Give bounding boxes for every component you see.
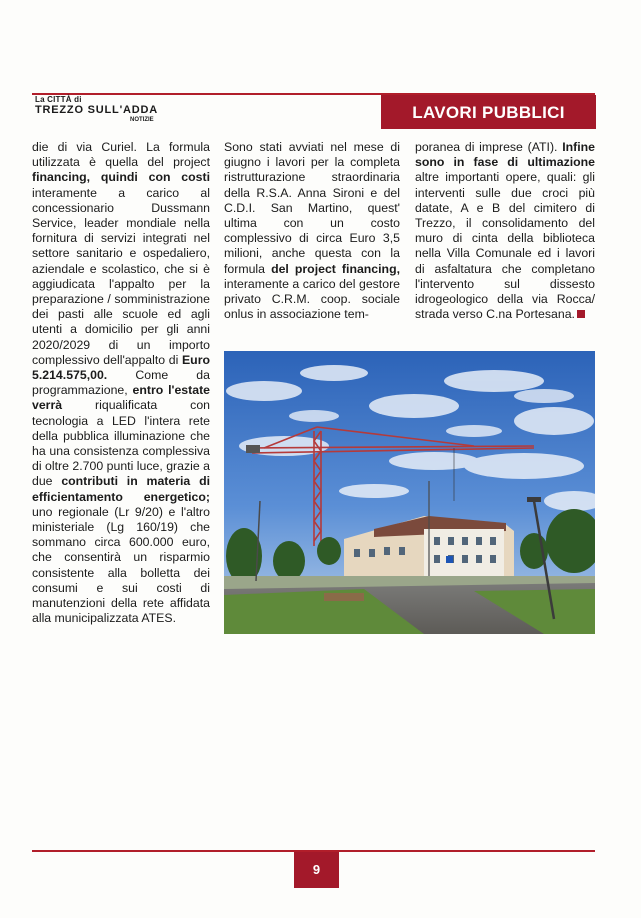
col1-segment: Come da programmazione, (32, 368, 210, 398)
column-2-text (224, 140, 400, 322)
col1-segment: Euro 5.214.575,00. (32, 352, 210, 383)
col1-segment: riqualificata con tecnologia a LED l'intera rete della pubblica illuminazione che ha una consistenza complessiva di oltre 2.700 punti luce, grazie a due (32, 398, 210, 489)
col3-segment: poranea di imprese (ATI). (415, 140, 563, 154)
col3-segment: Infine sono in fase di ultimazione (415, 140, 595, 170)
construction-crane-photo (224, 351, 595, 634)
col1-segment: entro l'estate verrà (32, 383, 210, 413)
article-column-1 (32, 140, 210, 627)
col3-segment: altre importanti opere, quali: gli interventi sulle due croci più datate, A e B del cimitero di Trezzo, il consolidamento del muro di cinta della biblioteca nella Villa Comunale ed i lavori di asfaltatura che completano l'intervento sul dissesto idrogeologico della via Rocca/ strada verso C.na Portesana. (415, 170, 595, 322)
column-1-text (32, 140, 210, 627)
col1-segment: financing, quindi con costi (32, 170, 210, 185)
article-column-3 (415, 140, 595, 322)
page-number: 9 (294, 852, 339, 888)
col1-segment: uno regionale (Lr 9/20) e l'altro ministeriale (Lg 160/19) che sommano circa 600.000 euro, che consentirà un risparmio consistente alla bolletta dei consumi e sui costi di manutenzioni della rete affidata alla municipalizzata ATES. (32, 504, 210, 626)
section-title: LAVORI PUBBLICI (381, 95, 596, 129)
masthead-line3: NOTIZIE (130, 117, 154, 123)
col1-segment: die di via Curiel. La formula utilizzata è quella del project (32, 140, 210, 170)
col2-segment: del project financing, (271, 261, 400, 276)
col1-segment: interamente a carico al concessionario Dussmann Service, leader mondiale nella fornitura di servizi integrati nel settore sanitario e ospedaliero, aziendale e scolastico, che si è aggiudicata l'appalto per la preparazione / somministrazione dei pasti alle scuole ed agli utenti a domicilio per gli anni 2020/2029 di un importo complessivo dell'appalto di (32, 185, 210, 367)
masthead-logo (32, 95, 172, 127)
masthead-line1: La CITTÀ di (35, 95, 82, 104)
article-column-2 (224, 140, 400, 322)
col2-segment: Sono stati avviati nel mese di giugno i lavori per la completa ristrutturazione straordinaria della R.S.A. Anna Sironi e del C.D.I. San Martino, quest' ultima con un costo complessivo di circa Euro 3,5 milioni, anche questa con la formula (224, 140, 400, 276)
column-3-text (415, 140, 595, 322)
col1-segment: contributi in materia di efficientamento energetico; (32, 474, 210, 504)
end-of-article-mark (577, 310, 585, 318)
masthead-line2: TREZZO SULL'ADDA (35, 104, 158, 116)
col2-segment: interamente a carico del gestore privato C.R.M. coop. sociale onlus in associazione tem- (224, 276, 400, 322)
